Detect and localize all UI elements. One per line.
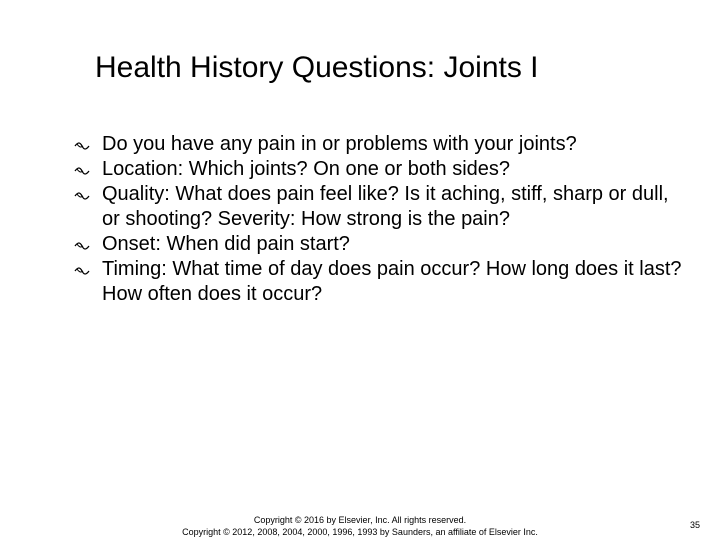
flourish-bullet-icon xyxy=(74,241,90,251)
bullet-item xyxy=(70,157,690,182)
copyright-notice xyxy=(150,514,570,538)
bullet-item xyxy=(70,132,690,157)
bullet-text: Location: Which joints? On one or both sides? xyxy=(102,158,511,180)
flourish-bullet-icon xyxy=(74,266,90,276)
bullet-text: Timing: What time of day does pain occur? How long does it last? How often does it occur? xyxy=(102,258,682,305)
bullet-text: Onset: When did pain start? xyxy=(102,233,350,255)
page-number: 35 xyxy=(690,520,701,530)
bullet-item xyxy=(70,257,690,307)
flourish-bullet-icon xyxy=(74,141,90,151)
bullet-text: Quality: What does pain feel like? Is it aching, stiff, sharp or dull, or shooting? Severity: How strong is the pain? xyxy=(102,183,669,230)
bullet-text: Do you have any pain in or problems with your joints? xyxy=(102,133,577,155)
copyright-line: Copyright © 2012, 2008, 2004, 2000, 1996, 1993 by Saunders, an affiliate of Elsevier Inc. xyxy=(182,527,538,537)
flourish-bullet-icon xyxy=(74,166,90,176)
bullet-item xyxy=(70,182,690,232)
bullet-item xyxy=(70,232,690,257)
flourish-bullet-icon xyxy=(74,191,90,201)
slide-title: Health History Questions: Joints I xyxy=(95,51,539,84)
bullet-list xyxy=(70,132,690,307)
copyright-line: Copyright © 2016 by Elsevier, Inc. All rights reserved. xyxy=(253,515,467,525)
